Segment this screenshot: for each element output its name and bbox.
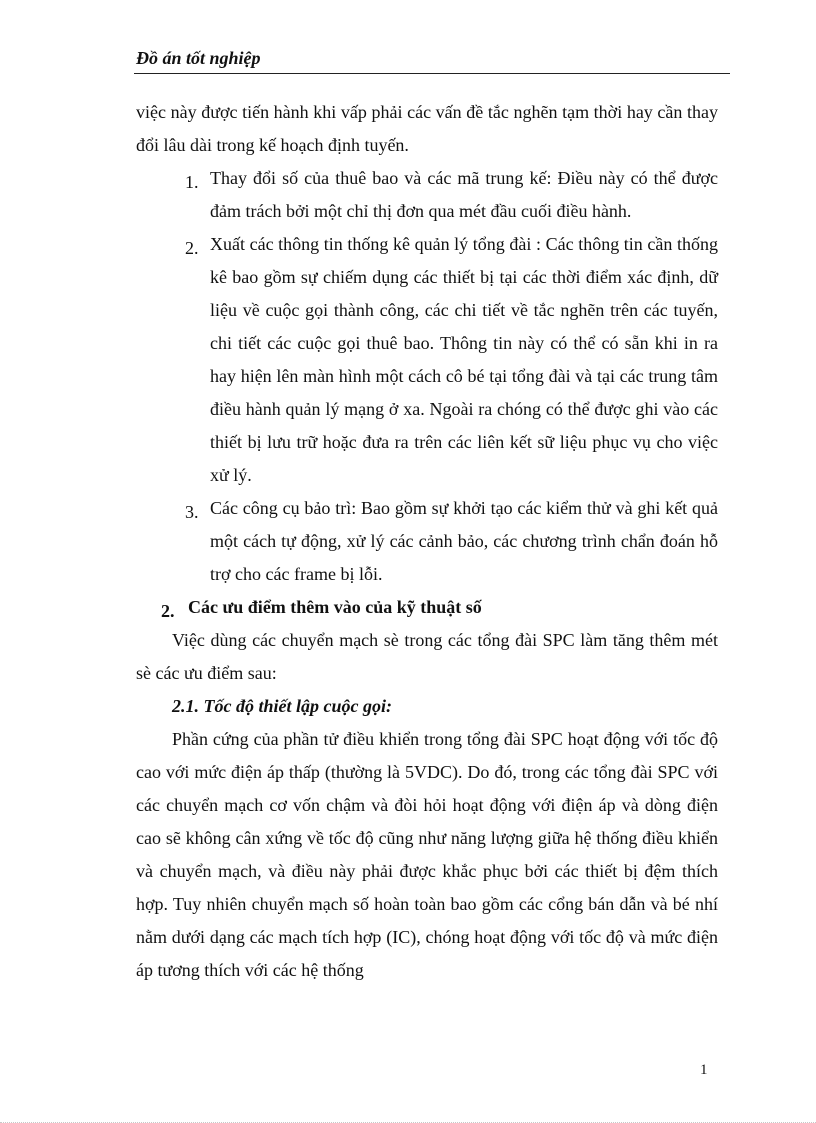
- list-item-1: [136, 162, 718, 228]
- page-number: 1: [700, 1062, 708, 1078]
- list-item-2: [136, 228, 718, 492]
- list-item-text: Thay đổi số của thuê bao và các mã trung kế: Điều này có thể được đảm trách bởi một chỉ thị đơn qua mét đầu cuối điều hành.: [210, 168, 718, 221]
- section-intro-paragraph: Việc dùng các chuyển mạch sè trong các tổng đài SPC làm tăng thêm mét sè các ưu điểm sau:: [136, 630, 718, 683]
- section-number: 2.: [161, 601, 175, 621]
- body-paragraph: Phần cứng của phần tử điều khiển trong tổng đài SPC hoạt động với tốc độ cao với mức điện áp thấp (thường là 5VDC). Do đó, trong các tổng đài SPC với các chuyển mạch cơ vốn chậm và đòi hỏi hoạt động với điện áp và dòng điện cao sẽ không cân xứng về tốc độ cũng như năng lượng giữa hệ thống điều khiển và chuyển mạch, và điều này phải được khắc phục bởi các thiết bị đệm thích hợp. Tuy nhiên chuyển mạch số hoàn toàn bao gồm các cổng bán dẫn và bé nhí nằm dưới dạng các mạch tích hợp (IC), chóng hoạt động với tốc độ và mức điện áp tương thích với các hệ thống: [136, 729, 718, 980]
- document-body: [136, 96, 718, 987]
- list-item-number: 1.: [185, 172, 199, 192]
- section-heading: [136, 591, 718, 624]
- header-divider: [134, 73, 730, 74]
- intro-paragraph: việc này được tiến hành khi vấp phải các vấn đề tắc nghẽn tạm thời hay cần thay đổi lâu dài trong kế hoạch định tuyến.: [136, 102, 718, 155]
- page-header-title: Đồ án tốt nghiệp: [136, 48, 261, 68]
- list-item-3: [136, 492, 718, 591]
- subsection-heading: 2.1. Tốc độ thiết lập cuộc gọi:: [172, 696, 392, 716]
- list-item-number: 2.: [185, 238, 199, 258]
- list-item-text: Các công cụ bảo trì: Bao gồm sự khởi tạo các kiểm thử và ghi kết quả một cách tự động, xử lý các cảnh bảo, các chương trình chẩn đoán hỗ trợ cho các frame bị lỗi.: [210, 498, 718, 584]
- section-title: Các ưu điểm thêm vào của kỹ thuật số: [188, 597, 482, 617]
- list-item-text: Xuất các thông tin thống kê quản lý tổng đài : Các thông tin cần thống kê bao gồm sự chiếm dụng các thiết bị tại các thời điểm xác định, dữ liệu về cuộc gọi thành công, các chi tiết về tắc nghẽn trên các tuyến, chi tiết các cuộc gọi thuê bao. Thông tin này có thể có sẵn khi in ra hay hiện lên màn hình một cách cô bé tại tổng đài và tại các trung tâm điều hành quản lý mạng ở xa. Ngoài ra chóng có thể được ghi vào các thiết bị lưu trữ hoặc đưa ra trên các liên kết sữ liệu phục vụ cho việc xử lý.: [210, 234, 718, 485]
- list-item-number: 3.: [185, 502, 199, 522]
